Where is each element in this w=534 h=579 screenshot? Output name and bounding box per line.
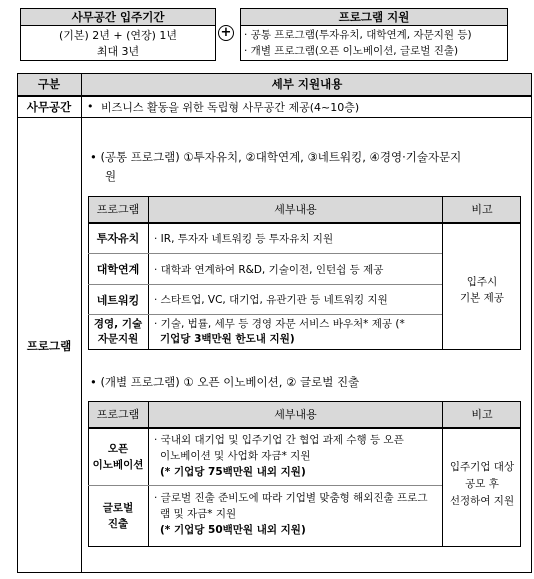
- individual-note-line1: 입주기업 대상: [449, 461, 515, 473]
- individual-header-details: 세부내용: [274, 408, 317, 421]
- global-detail-line3: (* 기업당 50백만원 내외 지원): [160, 524, 306, 536]
- common-note-line2: 기본 제공: [460, 292, 504, 304]
- global-detail-line1: · 글로벌 진출 준비도에 따라 기업별 맞춤형 해외진출 프로그: [154, 492, 428, 504]
- open-innovation-detail-line3: (* 기업당 75백만원 내외 지원): [160, 466, 306, 478]
- global-name-line1: 글로벌: [102, 502, 134, 514]
- table-row-global-detail: [154, 490, 440, 538]
- program-label: 프로그램: [26, 338, 72, 353]
- common-note-line1: 입주시: [466, 276, 498, 288]
- program-support-box: [240, 8, 508, 61]
- table-row-advisory-name: [88, 317, 148, 347]
- table-row-networking-detail: · 스타트업, VC, 대기업, 유관기관 등 네트워킹 지원: [154, 294, 388, 306]
- open-innovation-name-line2: 이노베이션: [92, 459, 144, 471]
- program-support-title: 프로그램 지원: [241, 9, 507, 26]
- residency-period-box: [20, 8, 216, 61]
- common-program-heading-line1: • (공통 프로그램) ①투자유치, ②대학연계, ③네트워킹, ④경영·기술자문지: [90, 150, 462, 164]
- common-program-table: [88, 196, 521, 350]
- office-space-label: 사무공간: [26, 99, 72, 114]
- program-support-line1: · 공통 프로그램(투자유치, 대학연계, 자문지원 등): [244, 29, 472, 41]
- common-header-details: 세부내용: [274, 203, 317, 216]
- residency-period-line2: 최대 3년: [96, 45, 140, 58]
- office-space-bullet: •: [87, 100, 94, 113]
- plus-symbol: +: [220, 25, 232, 40]
- table-row-global-name: [88, 500, 148, 532]
- table-row-networking-name: 네트워킹: [96, 293, 140, 307]
- common-header-program: 프로그램: [96, 203, 140, 216]
- plus-circle-icon: [218, 25, 234, 41]
- table-row-open-innovation-detail: [154, 432, 440, 480]
- individual-program-heading: • (개별 프로그램) ① 오픈 이노베이션, ② 글로벌 진출: [90, 375, 360, 389]
- office-space-text: 비즈니스 활동을 위한 독립형 사무공간 제공(4~10층): [101, 100, 360, 114]
- advisory-name-line1: 경영, 기술: [93, 318, 143, 330]
- advisory-name-line2: 자문지원: [97, 333, 139, 345]
- global-name-line2: 진출: [107, 518, 129, 530]
- table-row-university-name: 대학연계: [96, 263, 140, 276]
- individual-note: [443, 459, 521, 510]
- table-row-open-innovation-name: [88, 441, 148, 473]
- common-note: [443, 274, 521, 306]
- individual-note-line2: 공모 후: [465, 478, 499, 490]
- table-row-advisory-detail: [154, 317, 440, 347]
- table-row-investment-detail: · IR, 투자자 네트워킹 등 투자유치 지원: [154, 232, 334, 245]
- global-detail-line2: 램 및 자금* 지원: [160, 508, 237, 520]
- individual-header-program: 프로그램: [96, 408, 140, 421]
- advisory-detail-line1: · 기술, 법률, 세무 등 경영 자문 서비스 바우처* 제공 (*: [154, 318, 405, 330]
- individual-note-line3: 선정하여 지원: [449, 495, 515, 507]
- program-support-line2: · 개별 프로그램(오픈 이노베이션, 글로벌 진출): [244, 45, 459, 57]
- col-header-details: 세부 지원내용: [271, 77, 343, 91]
- individual-program-table: [88, 401, 521, 547]
- individual-header-note: 비고: [471, 408, 493, 421]
- open-innovation-detail-line1: · 국내외 대기업 및 입주기업 간 협업 과제 수행 등 오픈: [154, 434, 404, 446]
- residency-period-line1: (기본) 2년 + (연장) 1년: [58, 29, 178, 42]
- open-innovation-detail-line2: 이노베이션 및 사업화 자금* 지원: [160, 450, 311, 462]
- advisory-detail-line2: 기업당 3백만원 한도내 지원): [160, 333, 295, 345]
- open-innovation-name-line1: 오픈: [107, 443, 129, 455]
- table-row-university-detail: · 대학과 연계하여 R&D, 기술이전, 인턴쉽 등 제공: [154, 263, 384, 276]
- residency-period-title: 사무공간 입주기간: [21, 9, 215, 26]
- common-program-heading-line2: 원: [105, 169, 117, 183]
- col-header-category: 구분: [37, 77, 61, 91]
- common-header-note: 비고: [471, 203, 493, 216]
- table-row-investment-name: 투자유치: [96, 232, 140, 245]
